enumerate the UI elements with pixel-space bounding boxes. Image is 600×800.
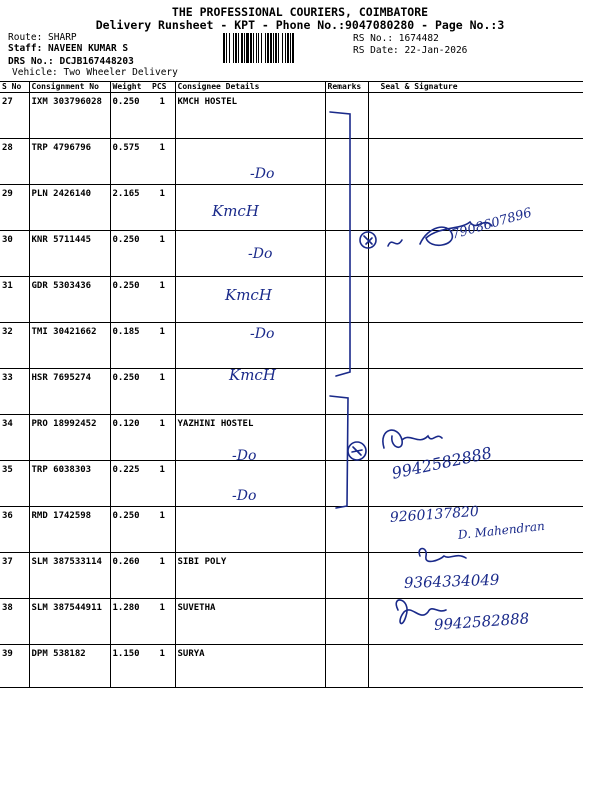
cell-consignment: DPM 538182 [29, 645, 110, 688]
cell-pcs: 1 [150, 185, 175, 231]
cell-consignment: PLN 2426140 [29, 185, 110, 231]
cell-pcs: 1 [150, 553, 175, 599]
cell-remarks [325, 645, 368, 688]
col-consignment: Consignment No [29, 82, 110, 93]
cell-consignee: SIBI POLY [175, 553, 325, 599]
handwritten-ditto: -Do [232, 448, 257, 464]
cell-consignment: GDR 5303436 [29, 277, 110, 323]
company-title: THE PROFESSIONAL COURIERS, COIMBATORE [171, 5, 429, 19]
handwritten-kmch: KmcH [225, 286, 272, 304]
cell-remarks [325, 507, 368, 553]
handwritten-phone: 9942582888 [390, 443, 494, 483]
cell-weight: 0.250 [110, 507, 150, 553]
handwritten-phone: 9260137820 [389, 503, 480, 526]
cell-weight: 0.225 [110, 461, 150, 507]
handwritten-phone: 7908607896 [449, 205, 534, 243]
cell-sno: 39 [0, 645, 29, 688]
cell-weight: 2.165 [110, 185, 150, 231]
cell-weight: 1.150 [110, 645, 150, 688]
table-row [0, 139, 583, 185]
cell-weight: 0.250 [110, 277, 150, 323]
cell-consignment: KNR 5711445 [29, 231, 110, 277]
table-row [0, 369, 583, 415]
cell-remarks [325, 599, 368, 645]
cell-seal-signature [368, 93, 583, 139]
table-row [0, 415, 583, 461]
vehicle-label: Vehicle: Two Wheeler Delivery [12, 67, 178, 78]
cell-consignee [175, 507, 325, 553]
col-consignee: Consignee Details [175, 82, 325, 93]
cell-seal-signature [368, 645, 583, 688]
cell-pcs: 1 [150, 599, 175, 645]
cell-pcs: 1 [150, 323, 175, 369]
cell-seal-signature [368, 277, 583, 323]
cell-consignee: YAZHINI HOSTEL [175, 415, 325, 461]
cell-consignee: SUVETHA [175, 599, 325, 645]
cell-consignment: TRP 4796796 [29, 139, 110, 185]
cell-remarks [325, 415, 368, 461]
barcode [223, 33, 350, 63]
cell-consignment: IXM 303796028 [29, 93, 110, 139]
cell-sno: 29 [0, 185, 29, 231]
cell-seal-signature [368, 139, 583, 185]
route-label: Route: SHARP [8, 32, 77, 43]
handwritten-ditto: -Do [250, 326, 275, 342]
handwritten-ditto: -Do [250, 166, 275, 182]
cell-seal-signature [368, 231, 583, 277]
cell-remarks [325, 139, 368, 185]
cell-remarks [325, 461, 368, 507]
cell-pcs: 1 [150, 277, 175, 323]
cell-sno: 35 [0, 461, 29, 507]
table-row [0, 93, 583, 139]
cell-sno: 33 [0, 369, 29, 415]
cell-seal-signature [368, 369, 583, 415]
cell-pcs: 1 [150, 507, 175, 553]
cell-weight: 1.280 [110, 599, 150, 645]
cell-consignment: HSR 7695274 [29, 369, 110, 415]
runsheet-subtitle: Delivery Runsheet - KPT - Phone No.:9047080280 - Page No.:3 [95, 18, 505, 32]
cell-sno: 32 [0, 323, 29, 369]
cell-seal-signature [368, 323, 583, 369]
cell-consignment: TRP 6038303 [29, 461, 110, 507]
col-seal-signature: Seal & Signature [368, 82, 583, 93]
handwritten-ditto: -Do [232, 488, 257, 504]
rs-date: RS Date: 22-Jan-2026 [353, 45, 468, 56]
staff-label: Staff: NAVEEN KUMAR S [8, 43, 129, 54]
col-remarks: Remarks [325, 82, 368, 93]
cell-weight: 0.250 [110, 231, 150, 277]
cell-consignment: PRO 18992452 [29, 415, 110, 461]
cell-weight: 0.250 [110, 93, 150, 139]
cell-sno: 38 [0, 599, 29, 645]
cell-consignment: TMI 30421662 [29, 323, 110, 369]
cell-sno: 28 [0, 139, 29, 185]
cell-remarks [325, 93, 368, 139]
handwritten-kmch: KmcH [212, 202, 259, 220]
cell-sno: 36 [0, 507, 29, 553]
cell-sno: 34 [0, 415, 29, 461]
cell-pcs: 1 [150, 369, 175, 415]
cell-pcs: 1 [150, 231, 175, 277]
cell-pcs: 1 [150, 415, 175, 461]
cell-pcs: 1 [150, 139, 175, 185]
col-sno: S No [0, 82, 29, 93]
handwritten-phone: 9364334049 [403, 570, 500, 592]
col-pcs: PCS [150, 82, 175, 93]
cell-pcs: 1 [150, 93, 175, 139]
handwritten-kmch: KmcH [229, 366, 276, 384]
cell-weight: 0.575 [110, 139, 150, 185]
cell-remarks [325, 185, 368, 231]
cell-consignee: SURYA [175, 645, 325, 688]
cell-consignment: RMD 1742598 [29, 507, 110, 553]
cell-sno: 27 [0, 93, 29, 139]
handwritten-phone: 9942582888 [433, 609, 530, 634]
cell-weight: 0.250 [110, 369, 150, 415]
cell-remarks [325, 231, 368, 277]
col-weight: Weight [110, 82, 150, 93]
table-row [0, 323, 583, 369]
cell-consignment: SLM 387533114 [29, 553, 110, 599]
cell-pcs: 1 [150, 461, 175, 507]
table-row [0, 231, 583, 277]
runsheet-table [0, 81, 583, 688]
cell-consignee: KMCH HOSTEL [175, 93, 325, 139]
cell-remarks [325, 553, 368, 599]
cell-sno: 37 [0, 553, 29, 599]
handwritten-name: D. Mahendran [457, 518, 546, 542]
cell-weight: 0.185 [110, 323, 150, 369]
cell-consignment: SLM 387544911 [29, 599, 110, 645]
cell-pcs: 1 [150, 645, 175, 688]
cell-weight: 0.120 [110, 415, 150, 461]
cell-remarks [325, 277, 368, 323]
cell-remarks [325, 369, 368, 415]
rs-number: RS No.: 1674482 [353, 33, 439, 44]
handwritten-ditto: -Do [248, 246, 273, 262]
cell-weight: 0.260 [110, 553, 150, 599]
drs-number: DRS No.: DCJB167448203 [8, 56, 134, 67]
table-row [0, 461, 583, 507]
table-row [0, 645, 583, 688]
cell-remarks [325, 323, 368, 369]
table-row [0, 277, 583, 323]
cell-sno: 31 [0, 277, 29, 323]
cell-sno: 30 [0, 231, 29, 277]
